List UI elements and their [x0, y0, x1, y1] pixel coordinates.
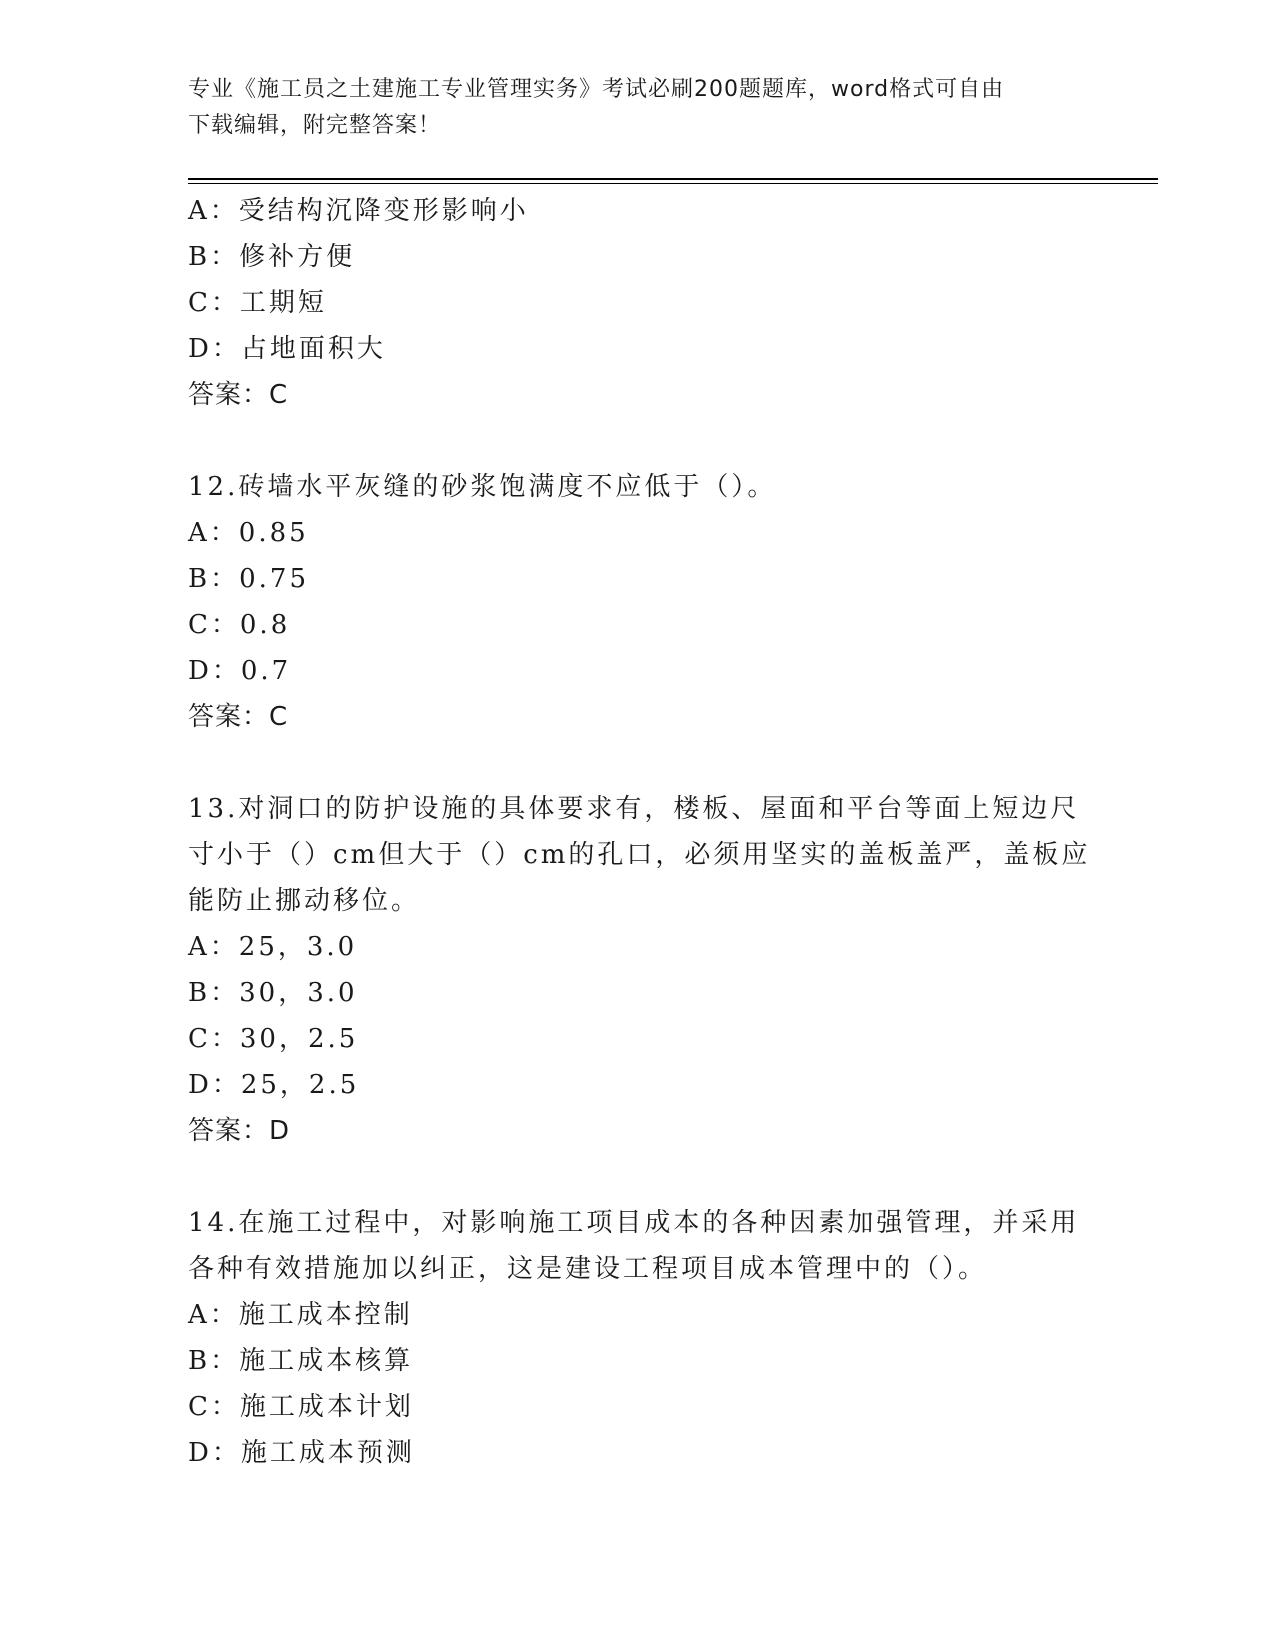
option-d: D：占地面积大: [188, 334, 386, 364]
option-a: A：25，3.0: [188, 932, 358, 962]
question-12: [188, 464, 1088, 740]
spacer: [188, 740, 1088, 786]
spacer: [188, 418, 1088, 464]
option-d: D：0.7: [188, 656, 292, 686]
question-text-line-1: 14.在施工过程中，对影响施工项目成本的各种因素加强管理，并采用: [188, 1208, 1080, 1238]
option-a: A：受结构沉降变形影响小: [188, 196, 529, 226]
question-list: [188, 188, 1091, 1476]
option-b: B：修补方便: [188, 242, 356, 272]
question-text-line-2: 各种有效措施加以纠正，这是建设工程项目成本管理中的（）。: [188, 1254, 988, 1284]
question-text-line-1: 13.对洞口的防护设施的具体要求有，楼板、屋面和平台等面上短边尺: [188, 794, 1080, 824]
question-text-line-2: 寸小于（）cm但大于（）cm的孔口，必须用坚实的盖板盖严，盖板应: [188, 840, 1091, 870]
question-text: 12.砖墙水平灰缝的砂浆饱满度不应低于（）。: [188, 472, 777, 502]
spacer: [188, 1154, 1088, 1200]
option-b: B：0.75: [188, 564, 309, 594]
option-c: C：30，2.5: [188, 1024, 359, 1054]
question-13: [188, 786, 1091, 1154]
option-d: D：施工成本预测: [188, 1438, 415, 1468]
header-rule-thin: [188, 183, 1158, 184]
header-line-1: 专业《施工员之土建施工专业管理实务》考试必刷200题题库，word格式可自由: [188, 77, 1005, 102]
option-a: A：施工成本控制: [188, 1300, 413, 1330]
header-rule-thick: [188, 178, 1158, 180]
option-c: C：0.8: [188, 610, 291, 640]
option-d: D：25，2.5: [188, 1070, 360, 1100]
question-11: [188, 188, 1088, 418]
option-b: B：30，3.0: [188, 978, 358, 1008]
question-14: [188, 1200, 1088, 1476]
option-c: C：工期短: [188, 288, 327, 318]
answer: 答案：C: [188, 702, 289, 732]
answer: 答案：C: [188, 380, 289, 410]
option-a: A：0.85: [188, 518, 309, 548]
answer: 答案：D: [188, 1116, 291, 1146]
option-b: B：施工成本核算: [188, 1346, 414, 1376]
document-header: [188, 72, 1088, 144]
question-text-line-3: 能防止挪动移位。: [188, 886, 421, 916]
header-line-2: 下载编辑，附完整答案！: [188, 113, 442, 138]
option-c: C：施工成本计划: [188, 1392, 414, 1422]
